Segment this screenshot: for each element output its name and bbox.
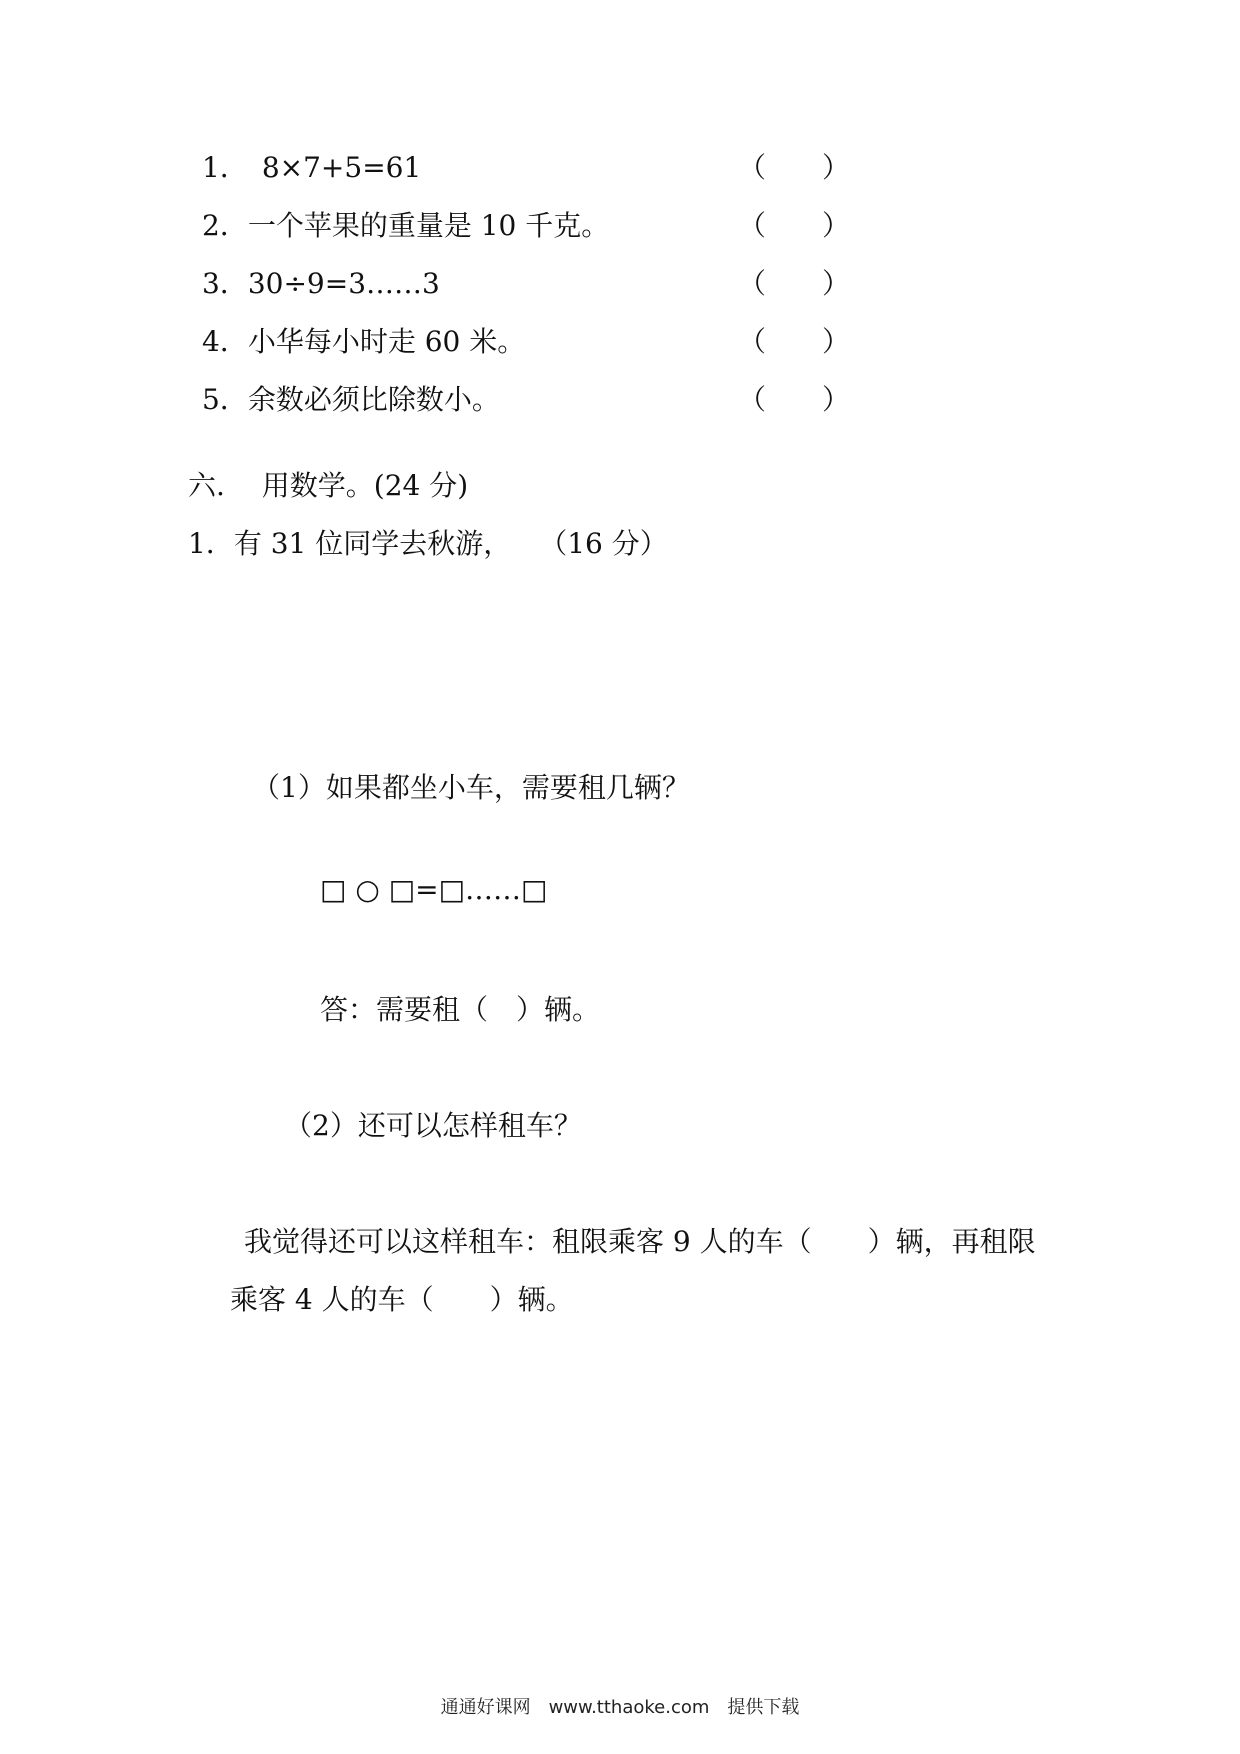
answer-line-2a: 我觉得还可以这样租车：租限乘客 9 人的车（ ）辆，再租限: [244, 1225, 1036, 1258]
item-number: 4．: [202, 325, 248, 358]
division-formula[interactable]: □ ○ □=□……□: [320, 873, 548, 906]
answer-blank-2[interactable]: （ ）: [738, 209, 851, 242]
item-number: 5．: [202, 383, 248, 416]
item-text: 一个苹果的重量是 10 千克。: [247, 209, 610, 242]
answer-line-1: 答：需要租（ ）辆。: [320, 993, 601, 1026]
question-1: 1．有 31 位同学去秋游， （16 分）: [188, 527, 668, 560]
section-six-heading: 六. 用数学。(24 分): [188, 469, 469, 502]
sub-question-2: （2）还可以怎样租车？: [284, 1109, 582, 1142]
judgement-item-3: [202, 264, 440, 304]
sub-question-1: （1）如果都坐小车，需要租几辆？: [252, 771, 690, 804]
item-number: 1．: [202, 151, 248, 184]
answer-blank-4[interactable]: （ ）: [738, 325, 851, 358]
answer-blank-3[interactable]: （ ）: [738, 267, 851, 300]
item-number: 2．: [202, 209, 248, 242]
answer-blank-1[interactable]: （ ）: [738, 151, 851, 184]
download-footer: 通通好课网 www.tthaoke.com 提供下载: [440, 1697, 800, 1718]
item-text: 余数必须比除数小。: [247, 383, 500, 416]
answer-blank-5[interactable]: （ ）: [738, 383, 851, 416]
judgement-item-4: [202, 322, 525, 362]
item-number: 3．: [202, 267, 248, 300]
judgement-item-1: [202, 148, 421, 188]
item-text: 30÷9=3……3: [247, 267, 440, 300]
item-text: 小华每小时走 60 米。: [247, 325, 526, 358]
judgement-item-2: [202, 206, 609, 246]
answer-line-2b: 乘客 4 人的车（ ）辆。: [230, 1283, 574, 1316]
judgement-item-5: [202, 380, 500, 420]
item-text: 8×7+5=61: [261, 151, 422, 184]
